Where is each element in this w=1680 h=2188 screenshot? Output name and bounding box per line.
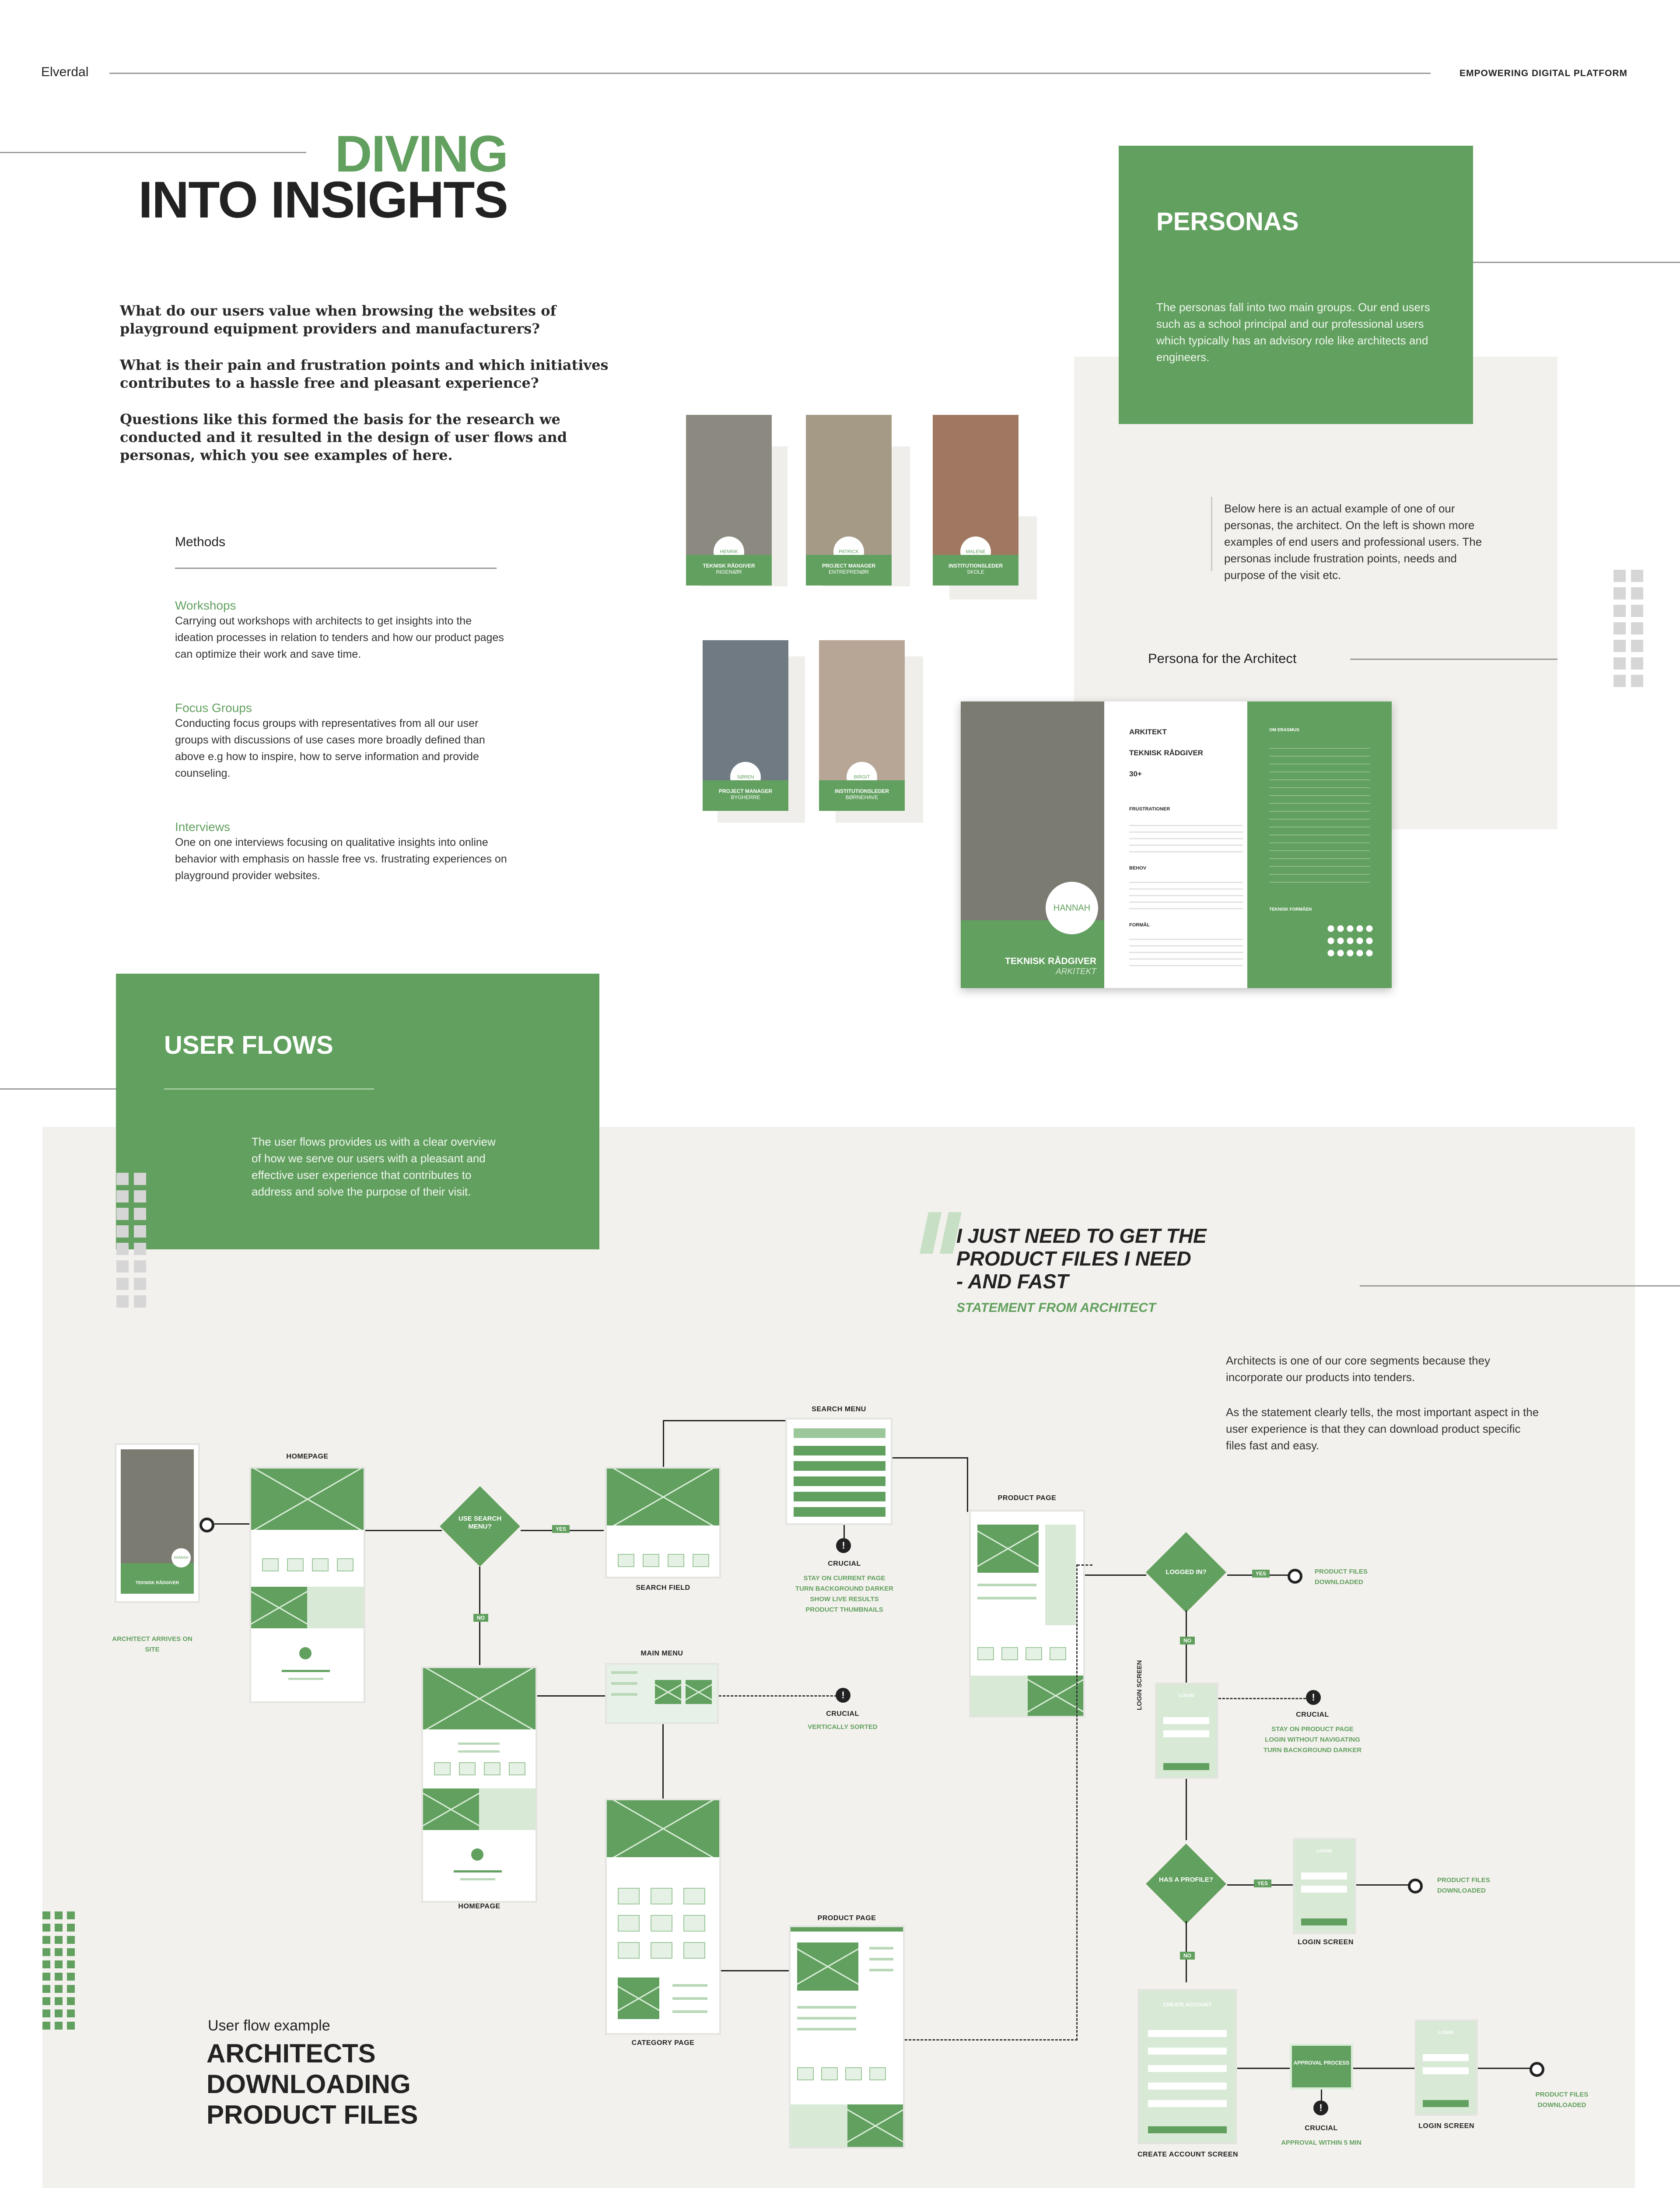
arrow <box>1356 1884 1409 1886</box>
method-body: Carrying out workshops with architects to get insights into the ideation processes in relation to tenders and how our product pages can optimize their work and save time. <box>175 615 504 660</box>
arrow <box>1353 2068 1414 2069</box>
profile-fields <box>1129 728 1243 778</box>
no-pill: NO <box>1180 1952 1195 1960</box>
persona-role: PROJECT MANAGER BYGHERRE <box>703 780 788 811</box>
dashed-return <box>1076 1564 1078 2041</box>
end-node <box>1288 1569 1302 1584</box>
architect-quote: I JUST NEED TO GET THE PRODUCT FILES I NEED - AND FAST <box>956 1224 1207 1293</box>
flow-start-persona <box>115 1443 200 1603</box>
files-downloaded-label-2: PRODUCT FILES DOWNLOADED <box>1437 1876 1490 1894</box>
header-brand: Elverdal <box>41 65 89 79</box>
persona-role: INSTITUTIONSLEDER BØRNEHAVE <box>819 780 905 811</box>
arrow <box>365 1530 442 1531</box>
login-screen-3 <box>1414 2020 1478 2116</box>
homepage-screen <box>249 1467 365 1703</box>
decision-logged-in-text: LOGGED IN? <box>1166 1568 1207 1576</box>
no-pill: NO <box>473 1614 488 1622</box>
decor-dots-left <box>116 1173 146 1308</box>
main-menu-label: MAIN MENU <box>640 1650 683 1657</box>
create-account-screen <box>1138 1989 1237 2144</box>
end-node <box>1408 1879 1423 1893</box>
yes-pill: YES <box>1252 1570 1270 1578</box>
login-screen <box>1155 1683 1218 1779</box>
method-body: One on one interviews focusing on qualitative insights into online behavior with emphasis on hassle free vs. frustrating experiences on playground provider websites. <box>175 836 507 882</box>
question-1: What do our users value when browsing the websites of playground equipment providers and manufacturers? <box>120 302 556 337</box>
profile-text-lines <box>1129 877 1243 912</box>
persona-name: HENRIK <box>714 536 744 567</box>
research-questions <box>120 302 614 483</box>
login-screen-2-label: LOGIN SCREEN <box>1298 1939 1354 1946</box>
login-screen-3-label: LOGIN SCREEN <box>1418 2122 1474 2130</box>
profile-role: TEKNISK RÅDGIVER <box>1005 956 1096 966</box>
question-2: What is their pain and frustration points and which initiatives contributes to a hassle free and pleasant experience? <box>120 357 609 391</box>
persona-name: SØREN <box>730 762 761 792</box>
menu-crit: VERTICALLY SORTED <box>808 1723 878 1731</box>
arrow <box>1085 1574 1146 1576</box>
crucial-label: CRUCIAL <box>1296 1711 1329 1718</box>
create-account-label: CREATE ACCOUNT SCREEN <box>1137 2151 1239 2158</box>
question-3: Questions like this formed the basis for the research we conducted and it resulted in the design of user flows and personas, which you see examples of here. <box>120 411 567 463</box>
profile-side-section-1: OM ERASMUS <box>1269 728 1299 733</box>
category-page-screen <box>605 1799 721 2035</box>
yes-pill: YES <box>1254 1879 1271 1887</box>
approval-box: APPROVAL PROCESS <box>1290 2044 1353 2090</box>
crit-connector <box>719 1695 837 1697</box>
method-focus-groups <box>175 701 508 782</box>
login-screen-2 <box>1293 1838 1356 1934</box>
personas-panel <box>1119 146 1473 424</box>
create-account-title: CREATE ACCOUNT <box>1163 2002 1212 2008</box>
profile-text-lines <box>1129 820 1243 855</box>
arrow <box>214 1523 249 1525</box>
persona-profile <box>961 701 1392 988</box>
persona-card-patrick <box>806 415 892 586</box>
product-page-2-screen <box>789 1925 905 2149</box>
userflow-para-2: As the statement clearly tells, the most important aspect in the user experience is that they can download product specific files fast and easy. <box>1226 1406 1539 1452</box>
profile-field-1: ARKITEKT <box>1129 728 1167 736</box>
flow-start-node <box>200 1518 214 1532</box>
login-title: LOGIN <box>1179 1693 1194 1698</box>
quote-source: STATEMENT FROM ARCHITECT <box>956 1301 1156 1315</box>
decor-dots-right <box>1614 570 1643 687</box>
decor-dots-green <box>42 1911 75 2030</box>
search-menu-screen <box>785 1418 892 1525</box>
persona-role: INSTITUTIONSLEDER SKOLE <box>933 555 1018 586</box>
userflow-para-1: Architects is one of our core segments because they incorporate our products into tenders. <box>1226 1354 1491 1384</box>
header-rule <box>109 73 1431 74</box>
arrow <box>1186 1779 1187 1840</box>
method-workshops <box>175 599 508 663</box>
profile-skill-dots <box>1326 922 1374 957</box>
arrow <box>1478 2068 1530 2069</box>
userflows-heading-rule <box>164 1088 374 1090</box>
userflow-rule-left <box>0 1088 116 1090</box>
profile-section-3: FORMÅL <box>1129 922 1150 928</box>
methods-heading: Methods <box>175 535 226 549</box>
profile-side-panel <box>1247 701 1392 988</box>
approval-crit: APPROVAL WITHIN 5 MIN <box>1281 2139 1362 2146</box>
arrow <box>892 1457 967 1459</box>
arrow <box>663 1420 664 1467</box>
profile-sub: ARKITEKT <box>1056 967 1096 976</box>
crucial-label: CRUCIAL <box>1305 2125 1338 2132</box>
quote-rule <box>1360 1285 1680 1287</box>
search-menu-label: SEARCH MENU <box>812 1406 866 1413</box>
profile-field-2: TEKNISK RÅDGIVER <box>1129 749 1204 757</box>
crit-connector <box>844 1525 845 1538</box>
decision-use-search-text: USE SEARCH MENU? <box>458 1515 502 1530</box>
yes-pill: YES <box>552 1525 570 1533</box>
arrow <box>662 1724 664 1799</box>
search-field-label: SEARCH FIELD <box>636 1584 690 1592</box>
profile-name: HANNAH <box>1046 882 1098 934</box>
persona-card-birgit <box>819 640 905 811</box>
category-page-label: CATEGORY PAGE <box>631 2039 695 2047</box>
login-title: LOGIN <box>1316 1848 1332 1854</box>
userflows-heading: USER FLOWS <box>164 1031 333 1059</box>
login-screen-label: LOGIN SCREEN <box>1136 1660 1143 1710</box>
files-downloaded-label-3: PRODUCT FILES DOWNLOADED <box>1535 2091 1589 2109</box>
userflows-text: The user flows provides us with a clear overview of how we serve our users with a pleasant and effective user experience that contributes to address and solve the purpose of their visit. <box>252 1135 496 1198</box>
arrives-label: ARCHITECT ARRIVES ON SITE <box>112 1635 192 1653</box>
arrow <box>721 1970 789 1971</box>
example-accent <box>1211 497 1212 571</box>
profile-field-3: 30+ <box>1129 770 1142 778</box>
architect-rule <box>1350 659 1558 660</box>
persona-name: PATRICK <box>833 536 864 567</box>
persona-name: BIRGIT <box>847 762 877 792</box>
title-line-2: INTO INSIGHTS <box>138 171 508 229</box>
end-node <box>1530 2062 1544 2077</box>
crucial-icon: ! <box>1306 1690 1321 1705</box>
header-tagline: EMPOWERING DIGITAL PLATFORM <box>1460 68 1628 78</box>
login-title: LOGIN <box>1438 2030 1453 2035</box>
crucial-label: CRUCIAL <box>828 1560 861 1567</box>
profile-section-1: FRUSTRATIONER <box>1129 806 1170 812</box>
dashed-return <box>905 2039 1078 2041</box>
personas-text: The personas fall into two main groups. Our end users such as a school principal and our professional users which typically has an advisory role like architects and engineers. <box>1156 301 1430 364</box>
method-body: Conducting focus groups with representatives from all our user groups with discussions of use cases more broadly defined than above e.g how to inspire, how to serve information and provide counseling. <box>175 717 485 779</box>
persona-example-text: Below here is an actual example of one of our personas, the architect. On the left is shown more examples of end users and professional users. The personas include frustration points, needs and purpose of the visit etc. <box>1224 502 1482 582</box>
arrow <box>537 1695 605 1697</box>
search-field-screen <box>605 1467 721 1578</box>
method-title: Workshops <box>175 599 236 612</box>
search-crit: STAY ON CURRENT PAGE TURN BACKGROUND DARKER SHOW LIVE RESULTS PRODUCT THUMBNAILS <box>795 1574 894 1613</box>
mini-persona-role: TEKNISK RÅDGIVER <box>121 1563 194 1594</box>
personas-heading: PERSONAS <box>1156 207 1299 236</box>
personas-rule <box>1473 262 1680 263</box>
homepage-2-screen <box>421 1666 537 1903</box>
product-page-2-label: PRODUCT PAGE <box>817 1914 876 1922</box>
persona-role: TEKNISK RÅDGIVER INGENIØR <box>686 555 772 586</box>
crucial-icon: ! <box>1313 2100 1328 2115</box>
profile-section-2: BEHOV <box>1129 866 1147 871</box>
crucial-icon: ! <box>836 1538 851 1553</box>
arrow <box>663 1420 785 1421</box>
profile-text-lines <box>1129 933 1243 968</box>
persona-card-malene <box>933 415 1018 586</box>
persona-name: MALENE <box>960 536 991 567</box>
userflows-panel <box>116 974 599 1249</box>
homepage-2-label: HOMEPAGE <box>458 1903 500 1910</box>
arrow <box>967 1457 968 1512</box>
architect-heading: Persona for the Architect <box>1148 651 1297 666</box>
arrow <box>1237 2068 1290 2069</box>
product-page-screen <box>969 1510 1085 1718</box>
homepage-label: HOMEPAGE <box>286 1453 329 1460</box>
main-menu-screen <box>605 1663 719 1724</box>
crit-connector <box>1218 1698 1306 1699</box>
profile-side-section-2: TEKNISK FORMÅEN <box>1269 907 1312 912</box>
method-interviews <box>175 820 508 884</box>
example-label: User flow example <box>208 2017 330 2034</box>
profile-side-lines <box>1269 741 1370 885</box>
persona-card-henrik <box>686 415 772 586</box>
mini-persona-name: HANNAH <box>172 1548 191 1567</box>
example-title: ARCHITECTS DOWNLOADING PRODUCT FILES <box>206 2039 418 2129</box>
persona-card-soren <box>703 640 788 811</box>
no-pill: NO <box>1180 1637 1195 1645</box>
persona-role: PROJECT MANAGER ENTREPRENØR <box>806 555 892 586</box>
methods-rule <box>175 568 497 569</box>
login-crit: STAY ON PRODUCT PAGE LOGIN WITHOUT NAVIGATING TURN BACKGROUND DARKER <box>1263 1725 1362 1754</box>
crucial-label: CRUCIAL <box>826 1710 859 1718</box>
crucial-icon: ! <box>836 1688 850 1703</box>
files-downloaded-label: PRODUCT FILES DOWNLOADED <box>1315 1568 1368 1586</box>
decision-has-profile-text: HAS A PROFILE? <box>1159 1876 1213 1883</box>
method-title: Focus Groups <box>175 701 252 715</box>
arrow <box>1186 1610 1187 1685</box>
product-page-label: PRODUCT PAGE <box>998 1494 1057 1502</box>
crit-connector <box>1321 2090 1322 2100</box>
dashed-return <box>1077 1564 1092 1566</box>
title-line-1: DIVING <box>335 125 508 183</box>
method-title: Interviews <box>175 820 231 834</box>
